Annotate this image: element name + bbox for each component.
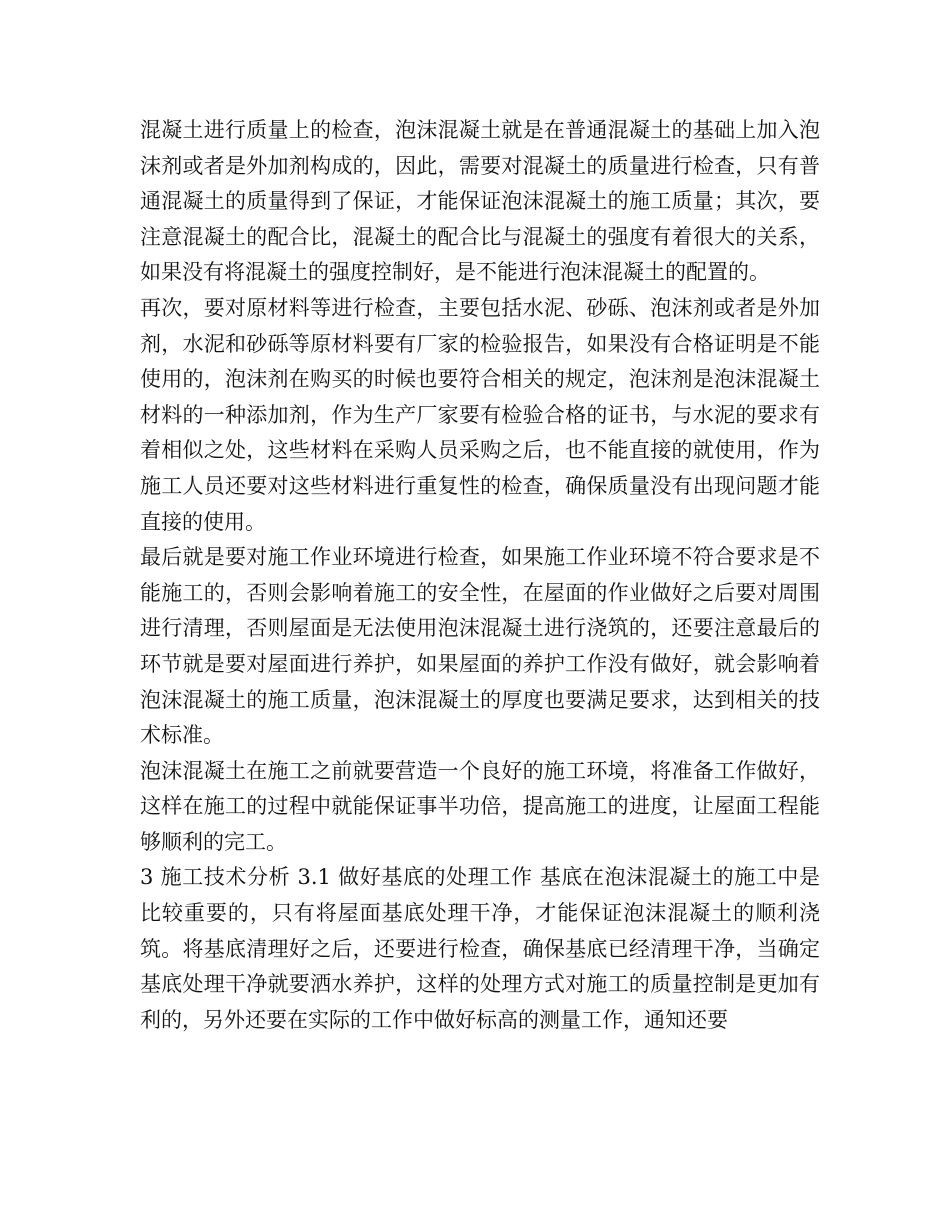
paragraph-1: 混凝土进行质量上的检查，泡沫混凝土就是在普通混凝土的基础上加入泡沫剂或者是外加剂构成的，因此，需要对混凝土的质量进行检查，只有普通混凝土的质量得到了保证，才能保证泡沫混凝土的施工质量；其次，要注意混凝土的配合比，混凝土的配合比与混凝土的强度有着很大的关系，如果没有将混凝土的强度控制好，是不能进行泡沫混凝土的配置的。 [140, 118, 820, 285]
paragraph-2: 再次，要对原材料等进行检查，主要包括水泥、砂砾、泡沫剂或者是外加剂，水泥和砂砾等原材料要有厂家的检验报告，如果没有合格证明是不能使用的，泡沫剂在购买的时候也要符合相关的规定，泡沫剂是泡沫混凝土材料的一种添加剂，作为生产厂家要有检验合格的证书，与水泥的要求有着相似之处，这些材料在采购人员采购之后，也不能直接的就使用，作为施工人员还要对这些材料进行重复性的检查，确保质量没有出现问题才能直接的使用。 [140, 295, 820, 534]
paragraph-5: 3 施工技术分析 3.1 做好基底的处理工作 基底在泡沫混凝土的施工中是比较重要的，只有将屋面基底处理干净，才能保证泡沫混凝土的顺利浇筑。将基底清理好之后，还要进行检查，确保基底已经清理干净，当确定基底处理干净就要洒水养护，这样的处理方式对施工的质量控制是更加有利的，另外还要在实际的工作中做好标高的测量工作，通知还要 [140, 865, 820, 1032]
paragraph-3: 最后就是要对施工作业环境进行检查，如果施工作业环境不符合要求是不能施工的，否则会影响着施工的安全性，在屋面的作业做好之后要对周围进行清理，否则屋面是无法使用泡沫混凝土进行浇筑的，还要注意最后的环节就是要对屋面进行养护，如果屋面的养护工作没有做好，就会影响着泡沫混凝土的施工质量，泡沫混凝土的厚度也要满足要求，达到相关的技术标准。 [140, 545, 820, 748]
paragraph-4: 泡沫混凝土在施工之前就要营造一个良好的施工环境，将准备工作做好，这样在施工的过程中就能保证事半功倍，提高施工的进度，让屋面工程能够顺利的完工。 [140, 758, 820, 854]
document-body [140, 113, 820, 1038]
